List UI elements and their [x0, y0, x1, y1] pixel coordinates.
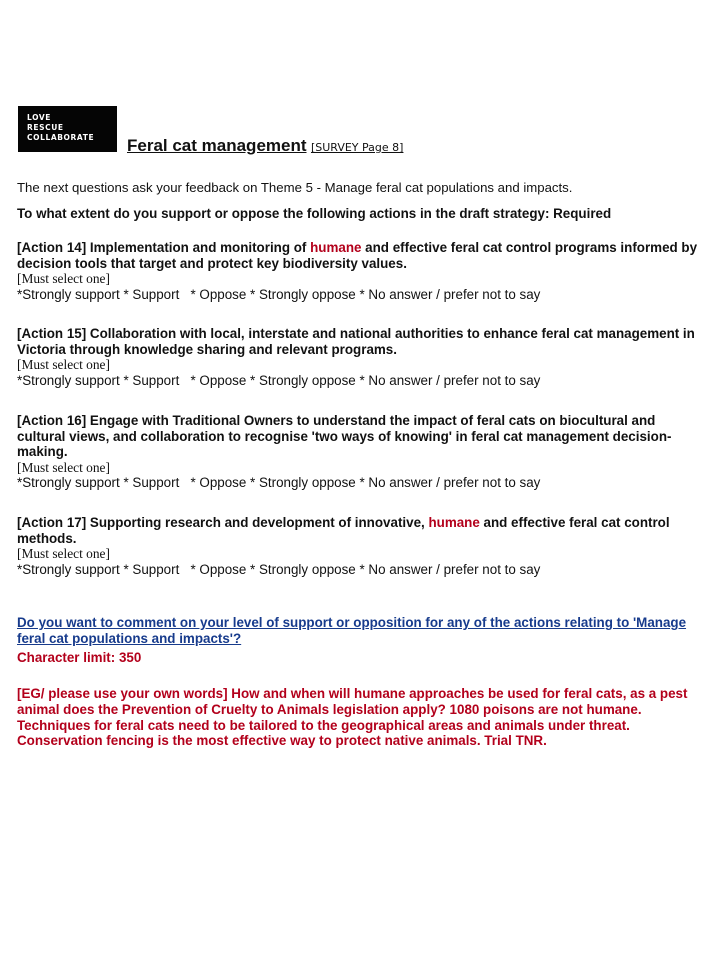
answer-options	[17, 287, 707, 303]
option-support[interactable]: * Support	[123, 286, 180, 302]
action-item	[17, 240, 707, 302]
option-support[interactable]: * Support	[123, 475, 180, 490]
option-support[interactable]: * Support	[123, 561, 180, 577]
comment-answer: [EG/ please use your own words] How and when will humane approaches be used for feral cats, as a pest animal does the Prevention of Cruelty to Animals legislation apply? 1080 poisons are not humane. Techniques for feral cats need to be tailored to the geographical areas and animals under threat. Conservation fencing is the most effective way to protect native animals. Trial TNR.	[17, 686, 688, 749]
option-strongly-oppose[interactable]: * Strongly oppose	[250, 286, 356, 302]
action-item	[17, 326, 707, 388]
option-strongly-support[interactable]: *Strongly support	[17, 561, 120, 577]
action-text: [Action 16] Engage with Traditional Owners to understand the impact of feral cats on biocultural and cultural views, and collaboration to recognise 'two ways of knowing' in feral cat management decision-making.	[17, 413, 672, 459]
option-no-answer[interactable]: * No answer / prefer not to say	[359, 475, 541, 490]
option-oppose[interactable]: * Oppose	[190, 561, 247, 577]
option-strongly-oppose[interactable]: * Strongly oppose	[250, 561, 356, 577]
page-subtitle: [SURVEY Page 8]	[310, 141, 404, 154]
option-oppose[interactable]: * Oppose	[190, 372, 247, 388]
must-select-note: [Must select one]	[17, 271, 110, 286]
answer-options	[17, 475, 707, 491]
answer-options	[17, 562, 707, 578]
action-text: [Action 15] Collaboration with local, interstate and national authorities to enhance feral cat management in Victoria through knowledge sharing and relevant programs.	[17, 326, 695, 357]
page-title: Feral cat management	[127, 136, 307, 155]
comment-question-link[interactable]: Do you want to comment on your level of support or opposition for any of the actions relating to 'Manage feral cat populations and impacts'?	[17, 615, 687, 646]
survey-question: To what extent do you support or oppose the following actions in the draft strategy: Required	[17, 206, 612, 221]
option-no-answer[interactable]: * No answer / prefer not to say	[359, 286, 541, 302]
logo-line: RESCUE	[27, 123, 64, 132]
option-no-answer[interactable]: * No answer / prefer not to say	[359, 372, 541, 388]
action-item	[17, 413, 707, 491]
option-support[interactable]: * Support	[123, 372, 180, 388]
logo-line: COLLABORATE	[27, 133, 95, 142]
action-item	[17, 515, 707, 577]
option-strongly-support[interactable]: *Strongly support	[17, 372, 120, 388]
must-select-note: [Must select one]	[17, 459, 110, 475]
intro-text: The next questions ask your feedback on Theme 5 - Manage feral cat populations and impacts.	[17, 180, 573, 195]
logo	[18, 106, 117, 152]
page-header	[127, 136, 403, 156]
option-oppose[interactable]: * Oppose	[190, 286, 247, 302]
option-no-answer[interactable]: * No answer / prefer not to say	[359, 561, 541, 577]
option-strongly-support[interactable]: *Strongly support	[17, 286, 120, 302]
must-select-note: [Must select one]	[17, 357, 110, 372]
option-strongly-support[interactable]: *Strongly support	[17, 475, 120, 490]
option-oppose[interactable]: * Oppose	[190, 475, 247, 490]
must-select-note: [Must select one]	[17, 546, 110, 561]
action-text: [Action 14] Implementation and monitoring of humane and effective feral cat control programs informed by decision tools that target and protect key biodiversity values.	[17, 240, 698, 271]
option-strongly-oppose[interactable]: * Strongly oppose	[250, 475, 356, 490]
logo-line: LOVE	[27, 113, 52, 122]
action-text: [Action 17] Supporting research and development of innovative, humane and effective feral cat control methods.	[17, 515, 670, 546]
character-limit: Character limit: 350	[17, 650, 142, 665]
option-strongly-oppose[interactable]: * Strongly oppose	[250, 372, 356, 388]
answer-options	[17, 373, 707, 389]
